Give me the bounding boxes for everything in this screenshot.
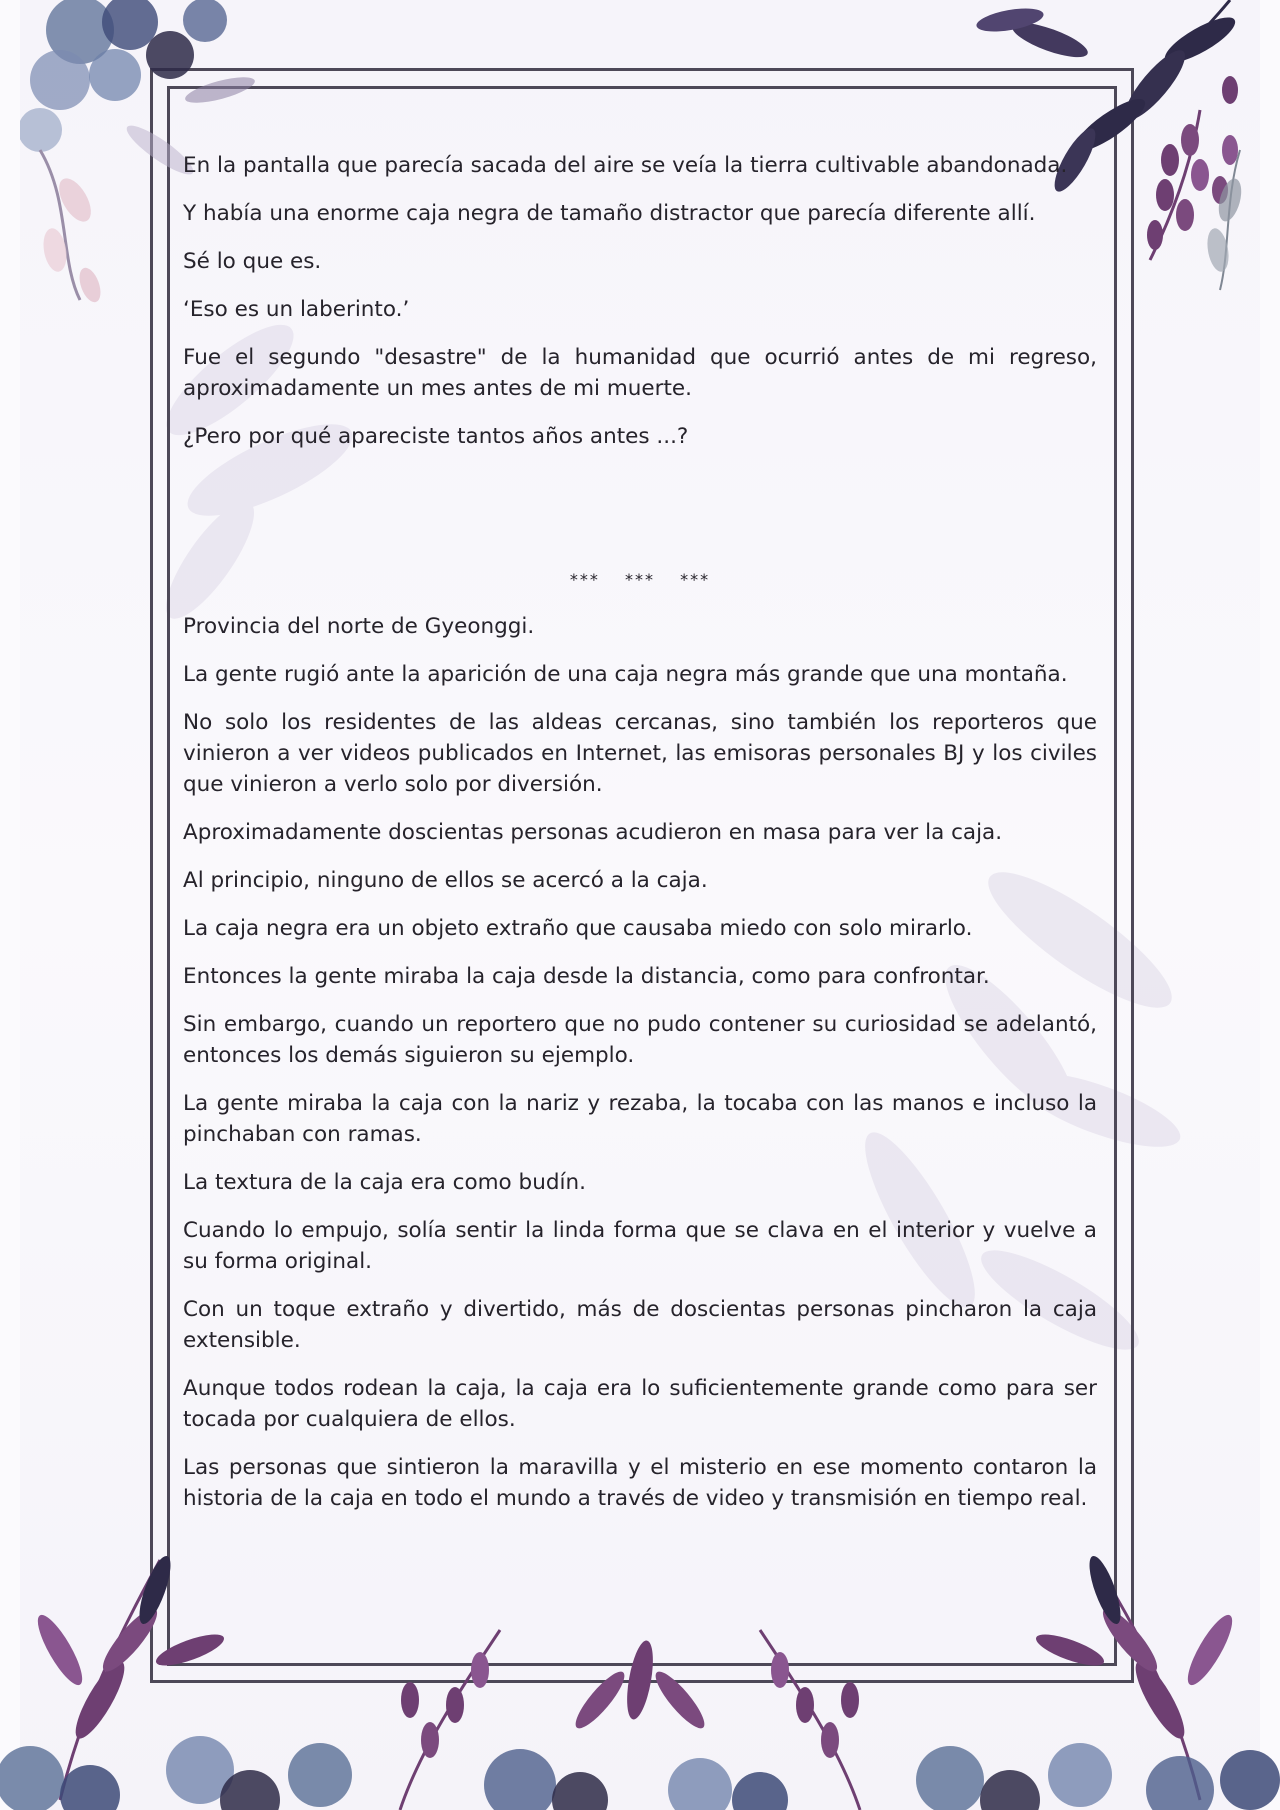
paragraph: Aproximadamente doscientas personas acudieron en masa para ver la caja.: [183, 820, 1003, 845]
paragraph: La gente rugió ante la aparición de una caja negra más grande que una montaña.: [183, 662, 1068, 687]
paragraph: Al principio, ninguno de ellos se acercó a la caja.: [183, 868, 708, 893]
document-body: [183, 150, 1097, 1531]
paragraph: La textura de la caja era como budín.: [183, 1170, 586, 1195]
paragraph: En la pantalla que parecía sacada del aire se veía la tierra cultivable abandonada.: [183, 153, 1068, 178]
paragraph: La caja negra era un objeto extraño que causaba miedo con solo mirarlo.: [183, 916, 973, 941]
paragraph: No solo los residentes de las aldeas cercanas, sino también los reporteros que vinieron a ver videos publicados en Internet, las emisoras personales BJ y los civiles que vinieron a verlo solo por diversión.: [183, 710, 1097, 797]
paragraph: Con un toque extraño y divertido, más de doscientas personas pincharon la caja extensible.: [183, 1297, 1097, 1353]
paragraph: ‘Eso es un laberinto.’: [183, 297, 410, 322]
paragraph: Entonces la gente miraba la caja desde la distancia, como para confrontar.: [183, 964, 990, 989]
paragraph: Fue el segundo "desastre" de la humanidad que ocurrió antes de mi regreso, aproximadamente un mes antes de mi muerte.: [183, 345, 1097, 401]
paragraph: Las personas que sintieron la maravilla y el misterio en ese momento contaron la historia de la caja en todo el mundo a través de video y transmisión en tiempo real.: [183, 1455, 1097, 1511]
paragraph: Y había una enorme caja negra de tamaño distractor que parecía diferente allí.: [183, 201, 1036, 226]
paragraph: Provincia del norte de Gyeonggi.: [183, 614, 535, 639]
section-separator: *** *** ***: [569, 570, 711, 589]
paragraph: Aunque todos rodean la caja, la caja era lo suficientemente grande como para ser tocada por cualquiera de ellos.: [183, 1376, 1097, 1432]
paragraph: Cuando lo empujo, solía sentir la linda forma que se clava en el interior y vuelve a su forma original.: [183, 1218, 1097, 1274]
paragraph: ¿Pero por qué apareciste tantos años antes ...?: [183, 424, 689, 449]
floral-border-bottom-icon: [0, 1500, 1280, 1810]
paragraph: Sin embargo, cuando un reportero que no pudo contener su curiosidad se adelantó, entonces los demás siguieron su ejemplo.: [183, 1012, 1097, 1068]
paragraph: La gente miraba la caja con la nariz y rezaba, la tocaba con las manos e incluso la pinchaban con ramas.: [183, 1091, 1097, 1147]
paragraph: Sé lo que es.: [183, 249, 322, 274]
